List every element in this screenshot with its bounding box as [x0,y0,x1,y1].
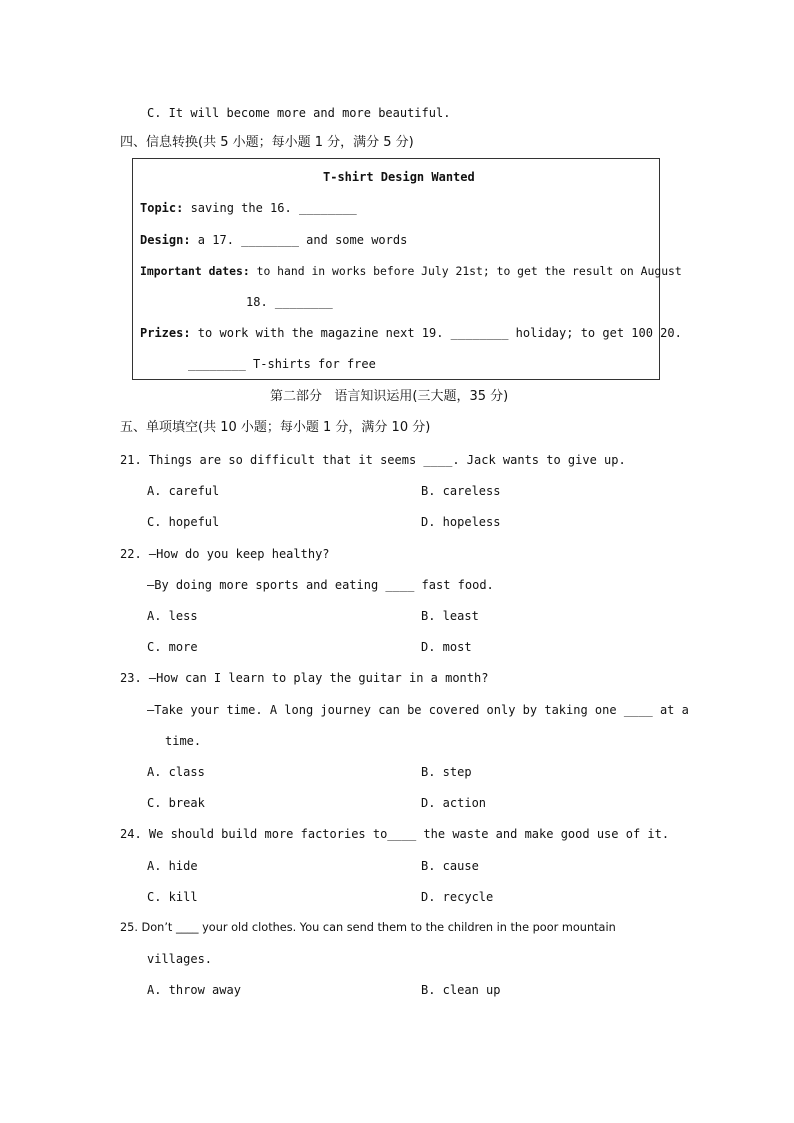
q24-option-a: A. hide [147,859,198,873]
q24-option-c: C. kill [147,890,198,904]
part2-heading: 第二部分 语言知识运用(三大题，35 分) [270,389,509,404]
box-title: T-shirt Design Wanted [323,170,475,184]
dates-cont: 18. ________ [246,295,333,309]
prizes-label: Prizes: [140,326,191,340]
topic-label: Topic: [140,201,184,215]
q23-option-a: A. class [147,765,205,779]
section4-heading: 四、信息转换(共 5 小题；每小题 1 分，满分 5 分) [120,135,414,150]
q21-option-c: C. hopeful [147,515,220,529]
q24-option-b: B. cause [421,859,479,873]
q25-stem: 25. Don’t ____ your old clothes. You can send them to the children in the poor mountain [120,921,616,934]
q21-stem: 21. Things are so difficult that it seems ____. Jack wants to give up. [120,453,626,467]
q24-stem: 24. We should build more factories to____ the waste and make good use of it. [120,827,670,841]
design-text: a 17. ________ and some words [190,233,408,247]
q25-option-a: A. throw away [147,983,241,997]
section5-heading: 五、单项填空(共 10 小题；每小题 1 分，满分 10 分) [120,420,431,435]
dates-line [140,263,682,279]
q21-option-d: D. hopeless [421,515,501,529]
q21-option-a: A. careful [147,484,220,498]
q25-stem2: villages. [147,952,213,966]
design-label: Design: [140,233,191,247]
q23-stem: 23. —How can I learn to play the guitar in a month? [120,671,489,685]
q21-option-b: B. careless [421,484,501,498]
q23-option-d: D. action [421,796,487,810]
q22-option-d: D. most [421,640,472,654]
q23-option-b: B. step [421,765,472,779]
prizes-text: to work with the magazine next 19. ________ holiday; to get 100 20. [190,326,682,340]
prizes-cont: ________ T-shirts for free [188,357,376,371]
q23-stem3: time. [165,734,202,748]
prizes-line [140,325,682,341]
q23-stem2: —Take your time. A long journey can be covered only by taking one ____ at a [147,703,689,717]
dates-text: to hand in works before July 21st; to get the result on August [249,264,682,278]
q22-stem: 22. —How do you keep healthy? [120,547,330,561]
q24-option-d: D. recycle [421,890,494,904]
dates-label: Important dates: [140,264,250,278]
design-line [140,232,407,248]
topic-line [140,200,357,216]
prev-option-c: C. It will become more and more beautiful. [147,106,451,120]
q23-option-c: C. break [147,796,205,810]
q22-stem2: —By doing more sports and eating ____ fast food. [147,578,494,592]
q22-option-b: B. least [421,609,479,623]
q25-option-b: B. clean up [421,983,501,997]
q22-option-a: A. less [147,609,198,623]
q22-option-c: C. more [147,640,198,654]
topic-text: saving the 16. ________ [183,201,357,215]
